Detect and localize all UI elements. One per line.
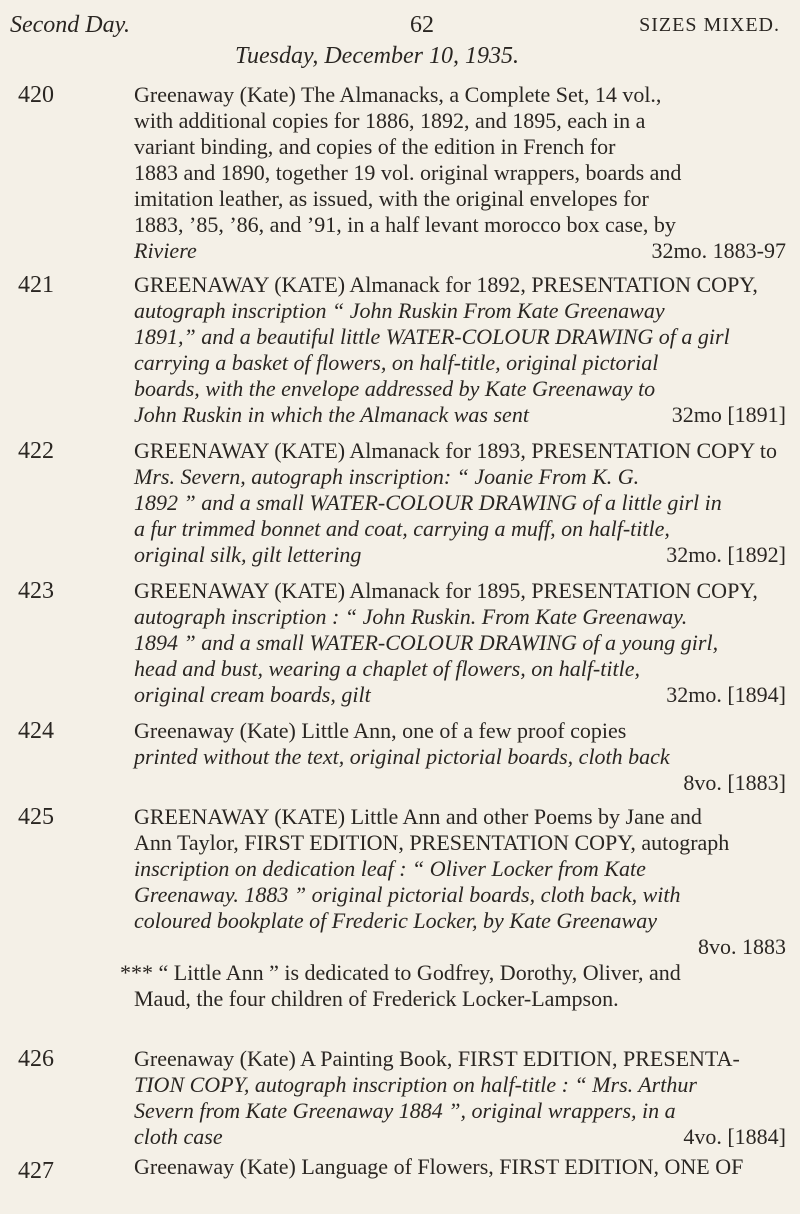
- lot-description: [134, 578, 786, 708]
- lot-line: Greenaway. 1883 ” original pictorial boards, cloth back, with: [134, 882, 681, 907]
- lot-line: GREENAWAY (KATE) Almanack for 1893, PRESENTATION COPY to: [134, 438, 777, 463]
- lot-line: autograph inscription “ John Ruskin From Kate Greenaway: [134, 298, 665, 323]
- note-line: *** “ Little Ann ” is dedicated to Godfrey, Dorothy, Oliver, and: [120, 960, 681, 985]
- lot-line: 1883 and 1890, together 19 vol. original wrappers, boards and: [134, 160, 682, 185]
- lot-description: [134, 82, 786, 264]
- page-header: [10, 12, 780, 42]
- lot-line: Greenaway (Kate) The Almanacks, a Complete Set, 14 vol.,: [134, 82, 662, 107]
- lot-line: boards, with the envelope addressed by Kate Greenaway to: [134, 376, 656, 401]
- lot-number: 420: [18, 82, 54, 108]
- lot-line: 1891,” and a beautiful little WATER-COLOUR DRAWING of a girl: [134, 324, 730, 349]
- note-line: Maud, the four children of Frederick Locker-Lampson.: [134, 986, 619, 1011]
- lot-size: 8vo. [1883]: [683, 770, 786, 795]
- lot-line: head and bust, wearing a chaplet of flowers, on half-title,: [134, 656, 640, 681]
- lot-line: GREENAWAY (KATE) Little Ann and other Poems by Jane and: [134, 804, 702, 829]
- lot-size: 32mo. [1892]: [666, 542, 786, 567]
- lot-last-line: cloth case: [134, 1124, 223, 1149]
- sale-date: Tuesday, December 10, 1935.: [235, 43, 519, 69]
- lot-line: Greenaway (Kate) Language of Flowers, FIRST EDITION, ONE OF: [134, 1154, 744, 1179]
- lot-line: Ann Taylor, FIRST EDITION, PRESENTATION COPY, autograph: [134, 830, 730, 855]
- lot-number: 427: [18, 1158, 54, 1184]
- lot-line: autograph inscription : “ John Ruskin. From Kate Greenaway.: [134, 604, 688, 629]
- lot-number: 421: [18, 272, 54, 298]
- lot-line: GREENAWAY (KATE) Almanack for 1892, PRESENTATION COPY,: [134, 272, 758, 297]
- lot-line: imitation leather, as issued, with the original envelopes for: [134, 186, 649, 211]
- lot-line: 1894 ” and a small WATER-COLOUR DRAWING of a young girl,: [134, 630, 719, 655]
- lot-size: 32mo [1891]: [671, 402, 786, 427]
- lot-number: 424: [18, 718, 54, 744]
- lot-number: 423: [18, 578, 54, 604]
- lot-line: 1892 ” and a small WATER-COLOUR DRAWING of a little girl in: [134, 490, 722, 515]
- lot-line: 1883, ’85, ’86, and ’91, in a half levant morocco box case, by: [134, 212, 676, 237]
- lot-last-line: Riviere: [134, 238, 197, 263]
- lot-line: GREENAWAY (KATE) Almanack for 1895, PRESENTATION COPY,: [134, 578, 758, 603]
- lot-size: 4vo. [1884]: [683, 1124, 786, 1149]
- lot-last-line: original silk, gilt lettering: [134, 542, 362, 567]
- lot-line: inscription on dedication leaf : “ Oliver Locker from Kate: [134, 856, 646, 881]
- lot-line: Greenaway (Kate) A Painting Book, FIRST EDITION, PRESENTA-: [134, 1046, 740, 1071]
- lot-number: 425: [18, 804, 54, 830]
- lot-number: 426: [18, 1046, 54, 1072]
- lot-line: carrying a basket of flowers, on half-title, original pictorial: [134, 350, 659, 375]
- lot-line: Greenaway (Kate) Little Ann, one of a few proof copies: [134, 718, 627, 743]
- lot-description: [134, 804, 786, 960]
- lot-line: Severn from Kate Greenaway 1884 ”, original wrappers, in a: [134, 1098, 676, 1123]
- lot-size: 32mo. 1883-97: [651, 238, 786, 263]
- lot-number: 422: [18, 438, 54, 464]
- lot-line: coloured bookplate of Frederic Locker, by Kate Greenaway: [134, 908, 657, 933]
- category-label: SIZES MIXED.: [639, 14, 780, 36]
- lot-description: [134, 272, 786, 428]
- lot-size: 8vo. 1883: [698, 934, 786, 959]
- lot-note: [120, 960, 786, 1012]
- lot-line: Mrs. Severn, autograph inscription: “ Joanie From K. G.: [134, 464, 640, 489]
- lot-line: with additional copies for 1886, 1892, and 1895, each in a: [134, 108, 646, 133]
- page-number: 62: [410, 12, 434, 38]
- lot-line: printed without the text, original pictorial boards, cloth back: [134, 744, 670, 769]
- lot-last-line: John Ruskin in which the Almanack was sent: [134, 402, 529, 427]
- section-title: Second Day.: [10, 12, 130, 38]
- lot-line: variant binding, and copies of the edition in French for: [134, 134, 616, 159]
- lot-description: [134, 438, 786, 568]
- lot-last-line: original cream boards, gilt: [134, 682, 371, 707]
- lot-line: TION COPY, autograph inscription on half-title : “ Mrs. Arthur: [134, 1072, 697, 1097]
- lot-description: [134, 718, 786, 796]
- lot-size: 32mo. [1894]: [666, 682, 786, 707]
- lot-description: [134, 1154, 786, 1180]
- lot-line: a fur trimmed bonnet and coat, carrying a muff, on half-title,: [134, 516, 670, 541]
- lot-description: [134, 1046, 786, 1150]
